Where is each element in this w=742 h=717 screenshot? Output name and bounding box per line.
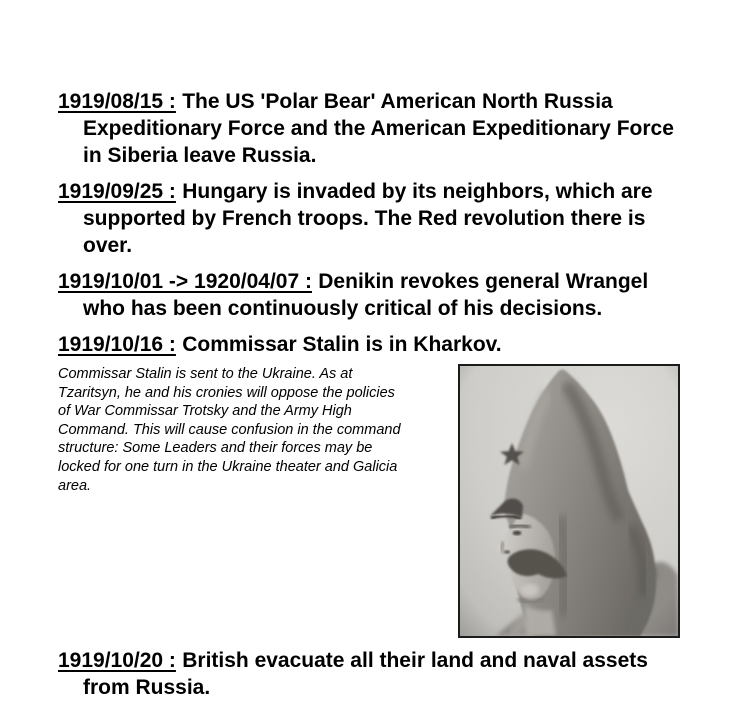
timeline-entry bbox=[58, 178, 680, 259]
entry-text: The US 'Polar Bear' American North Russia bbox=[182, 90, 613, 113]
entry-line: who has been continuously critical of his decisions. bbox=[83, 297, 603, 320]
entry-text: Commissar Stalin is in Kharkov. bbox=[182, 333, 502, 356]
entry-line bbox=[58, 178, 680, 205]
entry-text: British evacuate all their land and naval assets bbox=[182, 649, 648, 672]
entry-text: Denikin revokes general Wrangel bbox=[318, 270, 649, 293]
timeline-content bbox=[58, 88, 680, 701]
timeline-entry bbox=[58, 268, 680, 322]
entry-line: from Russia. bbox=[83, 676, 211, 699]
entry-date: 1919/09/25 : bbox=[58, 180, 176, 203]
timeline-entry bbox=[58, 88, 680, 169]
entry-line bbox=[58, 331, 680, 358]
note-line: area. bbox=[58, 477, 92, 494]
entry-line: over. bbox=[83, 234, 133, 257]
entry-date: 1919/08/15 : bbox=[58, 90, 176, 113]
note-line: of War Commissar Trotsky and the Army High bbox=[58, 403, 352, 420]
note-line: Tzaritsyn, he and his cronies will oppose the policies bbox=[58, 384, 395, 401]
note-line: structure: Some Leaders and their forces may be bbox=[58, 440, 373, 457]
note-line: locked for one turn in the Ukraine theater and Galicia bbox=[58, 458, 398, 475]
entry-date: 1919/10/01 -> 1920/04/07 : bbox=[58, 270, 312, 293]
note-line: Commissar Stalin is sent to the Ukraine. As at bbox=[58, 366, 353, 382]
stalin-portrait-photo bbox=[458, 364, 680, 638]
note-and-photo-row bbox=[58, 364, 680, 638]
entry-line bbox=[58, 268, 680, 295]
entry-date: 1919/10/20 : bbox=[58, 649, 176, 672]
timeline-entry bbox=[58, 331, 680, 358]
event-note bbox=[58, 364, 450, 495]
entry-text: Hungary is invaded by its neighbors, which are bbox=[182, 180, 653, 203]
note-line: Command. This will cause confusion in the command bbox=[58, 421, 401, 438]
entry-line bbox=[58, 647, 680, 674]
entry-line: Expeditionary Force and the American Expeditionary Force bbox=[83, 117, 674, 140]
timeline-entry bbox=[58, 647, 680, 701]
entry-line: in Siberia leave Russia. bbox=[83, 144, 317, 167]
entry-line bbox=[58, 88, 680, 115]
entry-line: supported by French troops. The Red revolution there is bbox=[83, 207, 646, 230]
entry-date: 1919/10/16 : bbox=[58, 333, 176, 356]
